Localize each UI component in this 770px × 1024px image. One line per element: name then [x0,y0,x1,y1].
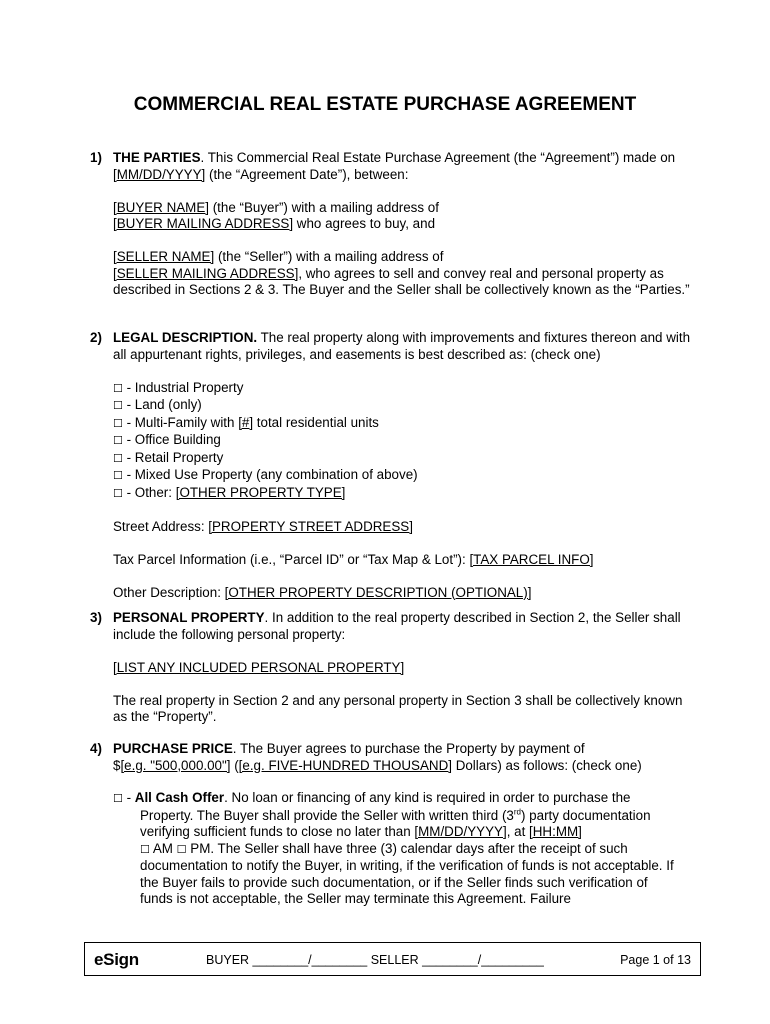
seller-name-field[interactable]: [SELLER NAME] [113,249,215,264]
text: . In addition to the real property described in Section 2, the Seller shall include the following personal property: [113,610,681,642]
cash-offer-first-line [113,790,683,808]
text: - [122,790,135,805]
text: (the “Buyer”) with a mailing address of [208,199,439,215]
text: who agrees to buy, and [293,216,436,231]
section-3-heading: PERSONAL PROPERTY [113,610,265,625]
pm-checkbox-icon[interactable]: ☐ [176,842,187,856]
section-4-heading: PURCHASE PRICE [113,741,233,756]
text: total residential units [253,414,379,430]
document-title: COMMERCIAL REAL ESTATE PURCHASE AGREEMENT [133,94,637,115]
section-3-property-definition: The real property in Section 2 and any personal property in Section 3 shall be collectively known as the “Property”. [113,692,683,724]
section-1-heading: THE PARTIES [113,150,201,165]
text: Tax Parcel Information (i.e., “Parcel ID” or “Tax Map & Lot”): [113,551,470,567]
text: AM [149,840,177,856]
section-4-purchase-price [113,741,698,774]
section-1-number: 1) [90,150,102,165]
text: . This Commercial Real Estate Purchase Agreement (the “Agreement”) made on [200,150,676,165]
checkbox-icon[interactable]: ☐ [113,416,123,430]
seller-block [113,249,698,299]
personal-property-field[interactable]: [LIST ANY INCLUDED PERSONAL PROPERTY] [113,659,405,675]
section-3-personal-property [113,610,698,726]
initials-line[interactable]: BUYER ________/________ SELLER ________/_________ [206,953,544,967]
text: ( [230,757,239,773]
street-address-line [113,519,698,536]
checkbox-icon[interactable]: ☐ [113,399,123,412]
text: (the “Seller”) with a mailing address of [214,249,444,264]
text: - Office Building [122,432,221,447]
tax-parcel-field[interactable]: [TAX PARCEL INFO] [469,551,594,567]
text: (the “Agreement Date”), between: [205,166,409,182]
esign-logo: eSign [94,950,139,969]
text: PM. The Seller shall have three (3) calendar days after the receipt of such documentation to notify the Buyer, in writing, if the verification of funds is not acceptable. If the Buyer fails to provide such documentation, or if the Seller finds such verification of funds is not acceptable, the Seller may terminate this Agreement. Failure [140,840,674,906]
funds-time-field[interactable]: [HH:MM] [529,824,582,839]
checkbox-icon[interactable]: ☐ [113,434,123,447]
tax-parcel-line [113,552,698,569]
text: - Retail Property [122,449,224,465]
section-1-intro [113,150,698,183]
option-mixed-use [113,467,698,485]
text: ) party documentation verifying sufficient funds to close no later than [140,807,651,839]
street-address-field[interactable]: [PROPERTY STREET ADDRESS] [208,518,413,534]
text: Dollars) as follows: (check one) [451,757,642,773]
all-cash-offer-option [113,790,683,908]
buyer-address-field[interactable]: [BUYER MAILING ADDRESS] [113,216,294,231]
personal-property-line [113,660,698,677]
option-office [113,432,698,450]
checkbox-icon[interactable]: ☐ [113,486,123,500]
option-retail [113,450,698,468]
funds-date-field[interactable]: [MM/DD/YYYY] [414,824,507,839]
other-type-field[interactable]: [OTHER PROPERTY TYPE] [175,484,346,500]
agreement-date-field[interactable]: [MM/DD/YYYY] [113,166,206,182]
section-2-heading: LEGAL DESCRIPTION. [113,330,258,345]
checkbox-icon[interactable]: ☐ [113,792,123,805]
section-2-number: 2) [90,330,102,345]
am-checkbox-icon[interactable]: ☐ [140,842,150,856]
cash-offer-body [140,808,683,908]
buyer-name-field[interactable]: [BUYER NAME] [113,199,209,215]
section-2-intro [113,330,698,363]
section-3-intro [113,610,698,643]
section-4-number: 4) [90,741,102,756]
text: The real property along with improvements and fixtures thereon and with all appurtenant rights, privileges, and easements is best described as: (check one) [113,330,691,362]
text: Street Address: [113,518,209,534]
checkbox-icon[interactable]: ☐ [113,381,123,395]
cash-offer-heading: All Cash Offer [134,790,225,805]
option-other [113,485,698,503]
page-number: Page 1 of 13 [620,953,691,967]
seller-address-field[interactable]: [SELLER MAILING ADDRESS] [113,265,299,281]
text: Other Description: [113,584,225,600]
buyer-block [113,200,698,233]
checkbox-icon[interactable]: ☐ [113,451,123,465]
section-1-parties [113,150,698,299]
text: , who agrees to sell and convey real and personal property as described in Sections 2 & 3. The Buyer and the Seller shall be collectively known as the “Parties.” [113,265,690,297]
text: . No loan or financing of any kind is required in order to purchase the [224,790,631,805]
text: - Multi-Family with [122,414,239,430]
text: $ [113,757,121,773]
superscript: rd [513,807,521,817]
text: - Land (only) [122,397,202,412]
units-field[interactable]: [#] [238,414,254,430]
page-footer [84,942,701,976]
section-4-intro [113,741,698,774]
option-land [113,397,698,415]
text: - Other: [122,484,176,500]
price-amount-field[interactable]: [e.g. "500,000.00"] [120,757,231,773]
text: Property. The Buyer shall provide the Seller with written third (3 [140,807,514,823]
section-3-number: 3) [90,610,102,625]
other-description-line [113,585,698,602]
other-description-field[interactable]: [OTHER PROPERTY DESCRIPTION (OPTIONAL)] [224,584,532,600]
option-multi-family [113,415,698,433]
text: - Mixed Use Property (any combination of above) [122,467,418,482]
text: - Industrial Property [122,379,244,395]
text: , at [506,824,530,839]
section-2-legal-description [113,330,698,601]
price-words-field[interactable]: [e.g. FIVE-HUNDRED THOUSAND] [238,757,452,773]
property-type-options [113,380,698,503]
option-industrial [113,380,698,398]
checkbox-icon[interactable]: ☐ [113,469,123,482]
text: . The Buyer agrees to purchase the Property by payment of [232,741,585,756]
